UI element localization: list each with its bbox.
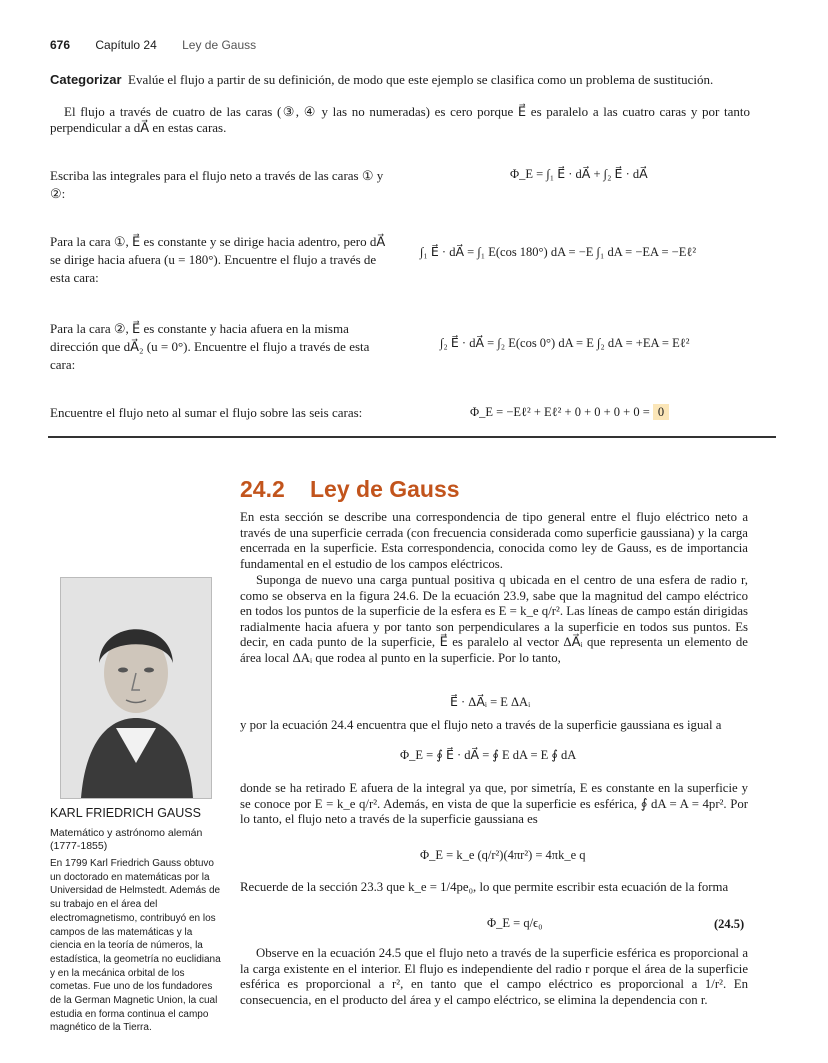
step-4-result: 0: [653, 404, 669, 420]
page-number: 676: [50, 38, 71, 52]
step-3-equation: ∫₂ E⃗ · dA⃗ = ∫₂ E(cos 0°) dA = E ∫₂ dA = +EA = Eℓ²: [440, 336, 690, 350]
portrait-illustration: [61, 578, 211, 798]
step-4-equation-wrap: [470, 405, 669, 420]
step-3-text: Para la cara ②, E⃗ es constante y hacia afuera en la misma dirección que dA⃗₂ (u = 0°). Encuentre el flujo a través de esta cara:: [50, 321, 370, 372]
sidebar-bio: En 1799 Karl Friedrich Gauss obtuvo un doctorado en matemáticas por la Universidad de Helmstedt. Además de su trabajo en el área del electromagnetismo, contribuyó en los campos de las matemáticas y la ciencia en la teoría de números, la estadística, la geometría no euclidiana y en la mecánica orbital de los cometas. Fue uno de los fundadores de la German Magnetic Union, la cual estudia en forma continua el campo magnético de la Tierra.: [50, 858, 221, 1034]
step-2-equation: ∫₁ E⃗ · dA⃗ = ∫₁ E(cos 180°) dA = −E ∫₁ dA = −EA = −Eℓ²: [420, 245, 697, 259]
chapter-label: Capítulo 24: [95, 38, 157, 52]
running-header: [50, 38, 256, 52]
categorize-paragraph: [50, 72, 750, 88]
step-1-text: Escriba las integrales para el flujo neto a través de las caras ① y ②:: [50, 168, 384, 201]
sidebar-subtitle: [50, 827, 225, 853]
chapter-title: Ley de Gauss: [182, 38, 257, 52]
sidebar-name: KARL FRIEDRICH GAUSS: [50, 806, 201, 820]
step-1-equation: Φ_E = ∫₁ E⃗ · dA⃗ + ∫₂ E⃗ · dA⃗: [510, 167, 648, 181]
section-para-4: donde se ha retirado E afuera de la integral ya que, por simetría, E es constante en la superficie y se conoce por E = k_e q/r². Además, en vista de que la superficie es esférica, ∮ dA = A = 4pr². Por lo tanto, el flujo neto a través de la superficie gaussiana es: [240, 781, 748, 827]
equation-1: E⃗ · ΔA⃗ᵢ = E ΔAᵢ: [450, 695, 531, 709]
section-para-5: Recuerde de la sección 23.3 que k_e = 1/4pe₀, lo que permite escribir esta ecuación de la forma: [240, 880, 729, 894]
section-divider: [48, 436, 776, 438]
sidebar-years: (1777-1855): [50, 840, 108, 852]
categorize-text: Evalúe el flujo a partir de su definición, de modo que este ejemplo se clasifica como un problema de sustitución.: [128, 72, 714, 87]
step-4-text: Encuentre el flujo neto al sumar el flujo sobre las seis caras:: [50, 405, 363, 420]
equation-4-number: (24.5): [714, 917, 745, 931]
categorize-para2: El flujo a través de cuatro de las caras (③, ④ y las no numeradas) es cero porque E⃗ es paralelo a las cuatro caras y por tanto perpendicular a dA⃗ en estas caras.: [50, 104, 750, 135]
categorize-label: Categorizar: [50, 72, 122, 87]
section-para-1: En esta sección se describe una correspondencia de tipo general entre el flujo eléctrico neto a través de una superficie cerrada (con frecuencia considerada como superficie gaussiana) y la carga encerrada en la superficie. Esta correspondencia, conocida como ley de Gauss, es de importancia fundamental en el estudio de los campos eléctricos.: [240, 510, 748, 571]
section-number: 24.2: [240, 476, 285, 502]
step-2-text: Para la cara ①, E⃗ es constante y se dirige hacia adentro, pero dA⃗ se dirige hacia afuera (u = 180°). Encuentre el flujo a través de esta cara:: [50, 234, 386, 285]
section-title: Ley de Gauss: [310, 476, 460, 502]
section-para-6: Observe en la ecuación 24.5 que el flujo neto a través de la superficie esférica es proporcional a la carga existente en el interior. El flujo es independiente del radio r porque el área de la superficie esférica es proporcional a r², en tanto que el campo eléctrico es proporcional a 1/r². En consecuencia, en el producto del área y el campo eléctrico, se elimina la dependencia con r.: [240, 946, 748, 1007]
equation-3: Φ_E = k_e (q/r²)(4πr²) = 4πk_e q: [420, 848, 586, 862]
section-para-2: Suponga de nuevo una carga puntual positiva q ubicada en el centro de una esfera de radio r, como se observa en la figura 24.6. De la ecuación 23.9, sabe que la magnitud del campo eléctrico en todos los puntos de la superficie de la esfera es E = k_e q/r². Las líneas de campo están dirigidas radialmente hacia afuera y por tanto son perpendiculares a la superficie en todos sus puntos. Es decir, en cada punto de la superficie, E⃗ es paralelo al vector ΔA⃗ᵢ que representa un elemento de área local ΔAᵢ que rodea al punto en la superficie. Por lo tanto,: [240, 573, 748, 665]
equation-2: Φ_E = ∮ E⃗ · dA⃗ = ∮ E dA = E ∮ dA: [400, 748, 577, 762]
gauss-portrait: [60, 577, 212, 799]
sidebar-role: Matemático y astrónomo alemán: [50, 827, 203, 839]
section-para-3: y por la ecuación 24.4 encuentra que el flujo neto a través de la superficie gaussiana es igual a: [240, 718, 722, 732]
equation-4: Φ_E = q/ϵ₀: [487, 916, 543, 930]
step-4-equation: Φ_E = −Eℓ² + Eℓ² + 0 + 0 + 0 + 0 =: [470, 405, 650, 419]
